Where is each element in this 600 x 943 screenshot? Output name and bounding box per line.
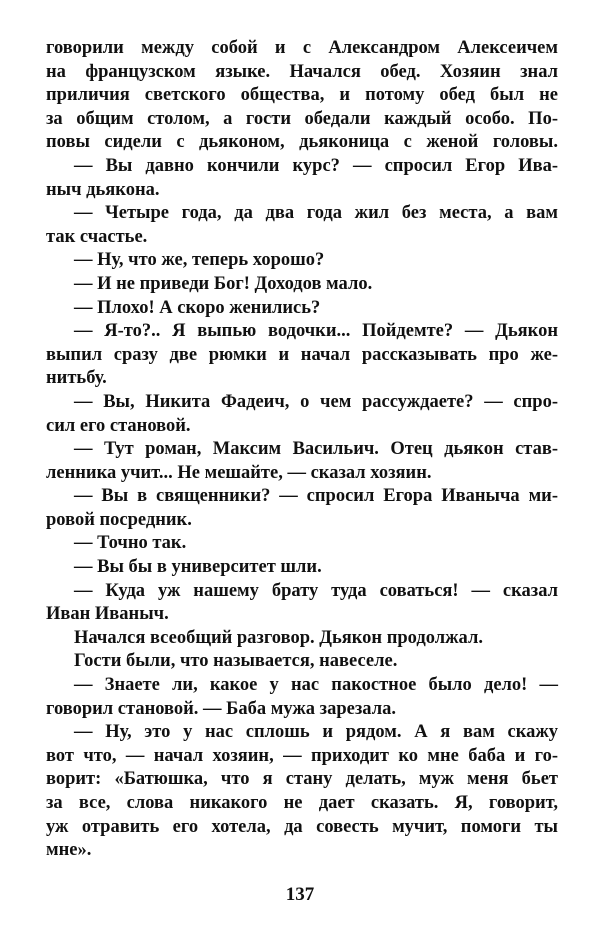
text-line: ровой посредник. [46, 509, 192, 530]
text-line: выпил сразу две рюмки и начал рассказывать про же- [46, 344, 558, 365]
text-line: Гости были, что называется, навеселе. [74, 651, 398, 672]
text-line: приличия светского общества, и потому обед был не [46, 85, 558, 106]
text-line: — Вы бы в университет шли. [74, 557, 322, 578]
text-line: — Точно так. [74, 533, 187, 554]
text-line: — Четыре года, да два года жил без места, а вам [74, 203, 558, 224]
text-line: за общим столом, а гости обедали каждый особо. По- [46, 108, 558, 129]
text-line: — Вы, Никита Фадеич, о чем рассуждаете? — спро- [74, 391, 558, 412]
text-line: нитьбу. [46, 368, 107, 389]
text-line: — Вы в священники? — спросил Егора Иваныча ми- [74, 486, 558, 507]
text-line: уж отравить его хотела, да совесть мучит, помоги ты [46, 816, 558, 837]
text-line: ворит: «Батюшка, что я стану делать, муж меня бьет [46, 769, 558, 790]
text-line: — И не приведи Бог! Доходов мало. [74, 273, 373, 294]
text-line: — Ну, что же, теперь хорошо? [74, 250, 325, 271]
text-line: мне». [46, 840, 92, 861]
text-line: — Я-то?.. Я выпью водочки... Пойдемте? — Дьякон [74, 321, 558, 342]
text-line: повы сидели с дьяконом, дьяконица с женой головы. [46, 132, 558, 153]
text-line: — Вы давно кончили курс? — спросил Егор Ива- [74, 155, 558, 176]
text-line: за все, слова никакого не дает сказать. Я, говорит, [46, 793, 558, 813]
text-line: — Куда уж нашему брату туда соваться! — сказал [74, 580, 558, 601]
text-line: Начался всеобщий разговор. Дьякон продолжал. [74, 627, 483, 648]
text-line: ленника учит... Не мешайте, — сказал хозяин. [46, 462, 432, 483]
text-line: на французском языке. Начался обед. Хозяин знал [46, 61, 558, 82]
text-line: так счастье. [46, 226, 148, 247]
text-line: говорили между собой и с Александром Алексеичем [46, 38, 558, 58]
text-line: — Знаете ли, какое у нас пакостное было дело! — [74, 675, 558, 696]
body-text [46, 37, 558, 863]
text-line: Иван Иваныч. [46, 604, 169, 625]
text-line: — Тут роман, Максим Васильич. Отец дьякон став- [74, 439, 558, 460]
text-line: сил его становой. [46, 415, 191, 436]
text-line: ныч дьякона. [46, 179, 160, 200]
text-line: вот что, — начал хозяин, — приходит ко мне баба и го- [46, 745, 558, 766]
text-line: — Ну, это у нас сплошь и рядом. А я вам скажу [74, 722, 558, 743]
text-line: — Плохо! А скоро женились? [74, 297, 321, 318]
page-number: 137 [285, 884, 315, 905]
text-line: говорил становой. — Баба мужа зарезала. [46, 698, 396, 719]
